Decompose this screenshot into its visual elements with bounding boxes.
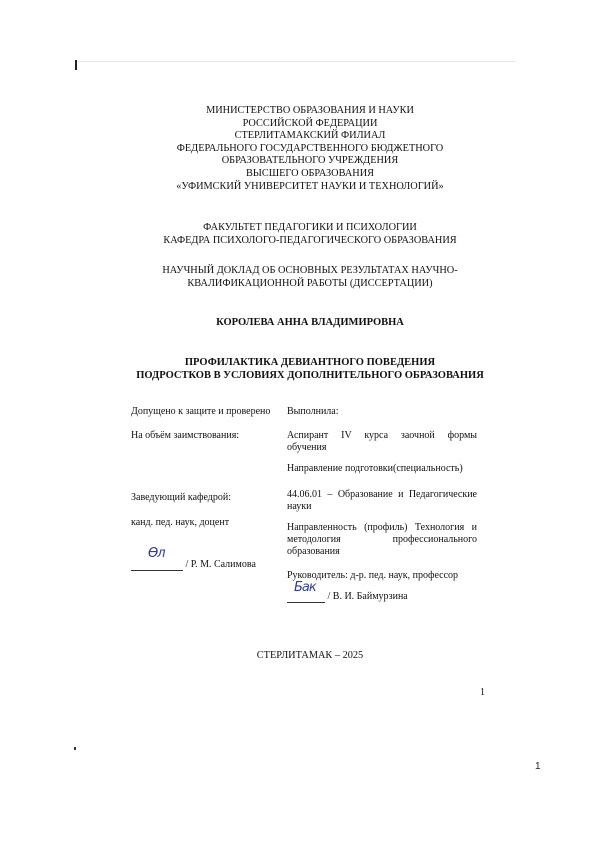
ministry-header xyxy=(100,105,520,193)
report-type xyxy=(100,265,520,290)
direction-label: Направление подготовки(специальность) xyxy=(287,463,463,474)
title-line: ПОДРОСТКОВ В УСЛОВИЯХ ДОПОЛНИТЕЛЬНОГО ОБРАЗОВАНИЯ xyxy=(136,370,484,381)
student-info: Аспирант IV курса заочной формы обучения xyxy=(287,430,477,453)
admitted-label: Допущено к защите и проверено xyxy=(131,406,271,417)
profile-value: Направленность (профиль) Технология и методология профессионального образования xyxy=(287,522,477,557)
page-number: 1 xyxy=(535,761,541,772)
head-name: / Р. М. Салимова xyxy=(185,559,256,570)
dissertation-title xyxy=(100,356,520,382)
ministry-line: РОССИЙСКОЙ ФЕДЕРАЦИИ xyxy=(242,117,378,129)
performed-label: Выполнила: xyxy=(287,406,339,417)
faculty-line: ФАКУЛЬТЕТ ПЕДАГОГИКИ И ПСИХОЛОГИИ xyxy=(203,222,417,233)
head-signature: Ѳл xyxy=(148,546,165,561)
ministry-line: ОБРАЗОВАТЕЛЬНОГО УЧРЕЖДЕНИЯ xyxy=(221,155,399,167)
report-line: КВАЛИФИКАЦИОННОЙ РАБОТЫ (ДИССЕРТАЦИИ) xyxy=(187,277,433,289)
scan-edge-top xyxy=(76,61,516,62)
report-line: НАУЧНЫЙ ДОКЛАД ОБ ОСНОВНЫХ РЕЗУЛЬТАТАХ НАУЧНО- xyxy=(162,265,458,276)
faculty-line: КАФЕДРА ПСИХОЛОГО-ПЕДАГОГИЧЕСКОГО ОБРАЗОВАНИЯ xyxy=(163,234,457,246)
head-label: Заведующий кафедрой: xyxy=(131,492,232,503)
ministry-line: «УФИМСКИЙ УНИВЕРСИТЕТ НАУКИ И ТЕХНОЛОГИЙ» xyxy=(176,180,444,192)
supervisor-signature-line xyxy=(287,590,487,603)
ministry-line: СТЕРЛИТАМАКСКИЙ ФИЛИАЛ xyxy=(234,130,386,142)
scan-edge-mark-bottom xyxy=(74,747,76,750)
faculty-header xyxy=(100,222,520,247)
degree-label: канд. пед. наук, доцент xyxy=(131,517,230,528)
title-line: ПРОФИЛАКТИКА ДЕВИАНТНОГО ПОВЕДЕНИЯ xyxy=(184,357,436,368)
author-name: КОРОЛЕВА АННА ВЛАДИМИРОВНА xyxy=(216,317,404,328)
ministry-line: ФЕДЕРАЛЬНОГО ГОСУДАРСТВЕННОГО БЮДЖЕТНОГО xyxy=(176,142,444,154)
supervisor-signature: Бак xyxy=(294,580,316,595)
scan-edge-mark xyxy=(75,60,77,70)
borrowing-label: На объём заимствования: xyxy=(131,430,240,441)
supervisor-label: Руководитель: д-р. пед. наук, профессор xyxy=(287,570,459,581)
ministry-line: МИНИСТЕРСТВО ОБРАЗОВАНИЯ И НАУКИ xyxy=(206,105,414,116)
ministry-line: ВЫСШЕГО ОБРАЗОВАНИЯ xyxy=(245,167,375,179)
scanned-page-number: 1 xyxy=(480,687,485,698)
direction-value: 44.06.01 – Образование и Педагогические науки xyxy=(287,489,477,512)
city-year: СТЕРЛИТАМАК – 2025 xyxy=(256,650,364,661)
supervisor-name: / В. И. Баймурзина xyxy=(327,591,408,602)
